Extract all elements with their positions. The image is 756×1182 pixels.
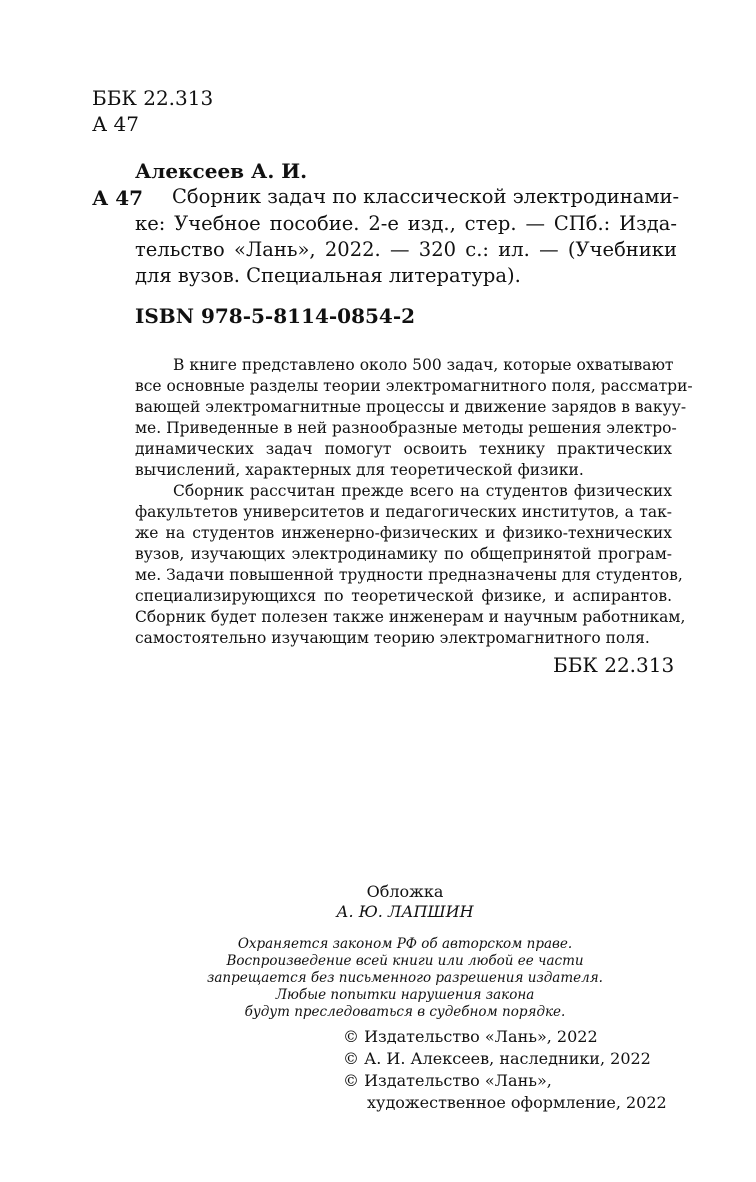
annotation-line: все основные разделы теории электромагнитного поля, рассматри-	[135, 377, 693, 395]
legal-notice-line: будут преследоваться в судебном порядке.	[244, 1004, 566, 1020]
bbk-code-top: ББК 22.313	[92, 86, 214, 110]
annotation-line: самостоятельно изучающим теорию электромагнитного поля.	[135, 629, 650, 647]
legal-notice-line: Охраняется законом РФ об авторском праве.	[237, 936, 573, 952]
annotation-line: Сборник рассчитан прежде всего на студентов физических	[173, 482, 672, 500]
annotation-line: ме. Задачи повышенной трудности предназначены для студентов,	[135, 566, 683, 584]
annotation-line: специализирующихся по теоретической физике, и аспирантов.	[135, 587, 672, 605]
annotation-line: динамических задач помогут освоить технику практических	[135, 440, 672, 458]
annotation-line: же на студентов инженерно-физических и физико-технических	[135, 524, 672, 542]
annotation-line: вузов, изучающих электродинамику по общепринятой програм-	[135, 545, 672, 563]
bib-line: Сборник задач по классической электродинами-	[172, 185, 680, 208]
annotation-line: Сборник будет полезен также инженерам и научным работникам,	[135, 608, 686, 626]
annotation-line: вающей электромагнитные процессы и движение зарядов в вакуу-	[135, 398, 687, 416]
copyright-line: © Издательство «Лань», 2022	[343, 1027, 598, 1046]
bbk-code-bottom: ББК 22.313	[553, 653, 675, 677]
bib-line: тельство «Лань», 2022. — 320 с.: ил. — (Учебники	[135, 238, 677, 261]
annotation-line: факультетов университетов и педагогических институтов, а так-	[135, 503, 672, 521]
annotation-line: ме. Приведенные в ней разнообразные методы решения электро-	[135, 419, 677, 437]
author-mark: А 47	[92, 186, 144, 210]
bib-line: для вузов. Специальная литература).	[135, 264, 521, 287]
annotation-line: В книге представлено около 500 задач, которые охватывают	[173, 356, 674, 374]
author-mark-top: А 47	[92, 112, 139, 136]
copyright-line: художественное оформление, 2022	[367, 1093, 667, 1112]
annotation-line: вычислений, характерных для теоретической физики.	[135, 461, 584, 479]
author-name: Алексеев А. И.	[135, 159, 308, 183]
cover-label: Обложка	[366, 882, 444, 901]
bib-line: ке: Учебное пособие. 2-е изд., стер. — СПб.: Изда-	[135, 212, 677, 235]
legal-notice-line: запрещается без письменного разрешения издателя.	[207, 970, 603, 986]
legal-notice-line: Воспроизведение всей книги или любой ее части	[226, 953, 584, 969]
copyright-line: © А. И. Алексеев, наследники, 2022	[343, 1049, 651, 1068]
cover-artist: А. Ю. ЛАПШИН	[336, 902, 474, 921]
copyright-line: © Издательство «Лань»,	[343, 1071, 552, 1090]
legal-notice-line: Любые попытки нарушения закона	[275, 987, 535, 1003]
isbn: ISBN 978-5-8114-0854-2	[135, 304, 416, 328]
